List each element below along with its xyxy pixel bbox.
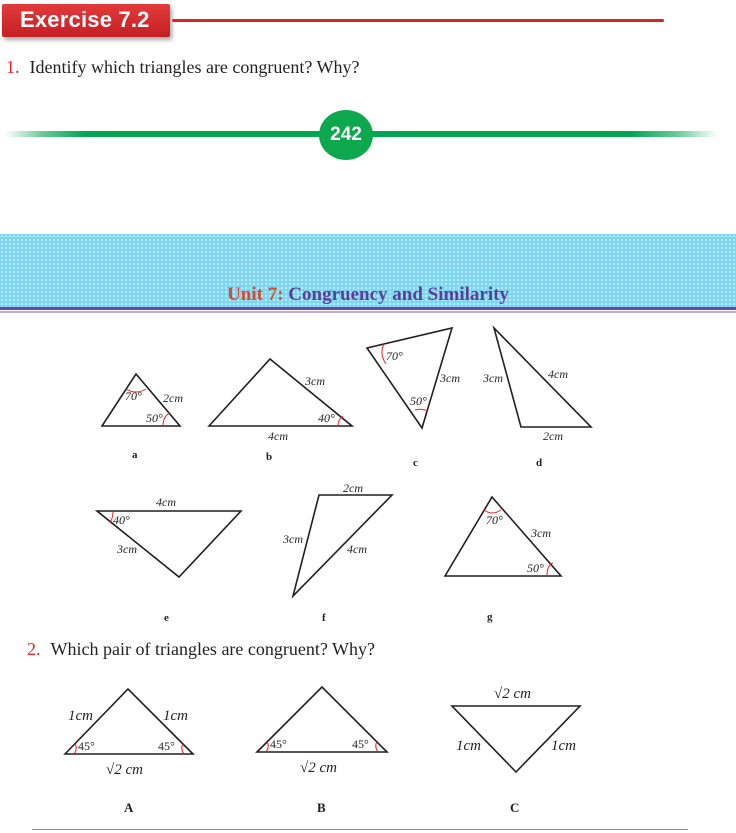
label: 3cm [305,374,325,388]
label: 4cm [268,429,288,443]
label: 1cm [163,708,188,724]
figure-caption: a [132,449,138,461]
question-text: Identify which triangles are congruent? Why? [29,57,360,77]
question-text: Which pair of triangles are congruent? Why? [50,639,376,659]
label: 70° [125,389,142,403]
label: √2 cm [300,760,337,776]
figure-caption: B [317,800,326,815]
question-number: 1. [6,57,20,77]
unit-title: Congruency and Similarity [288,284,509,305]
label: 3cm [283,532,303,546]
label: 3cm [117,542,137,556]
angle-arc [415,409,428,411]
figure-caption: d [536,457,543,469]
question-number: 2. [27,639,41,659]
unit-label: Unit 7: [227,284,284,305]
label: 2cm [543,429,563,443]
label: 2cm [163,391,183,405]
label: 1cm [551,738,576,754]
figure-caption: e [164,612,169,624]
label: 40° [318,411,335,425]
label: 3cm [440,371,460,385]
label: 45° [270,737,287,751]
label: 45° [158,739,175,753]
exercise-title: Exercise 7.2 [20,7,150,32]
triangle-f [293,495,392,596]
label: 70° [486,513,503,527]
label: 1cm [68,708,93,724]
label: 3cm [531,526,551,540]
label: 1cm [456,738,481,754]
label: 50° [527,561,544,575]
figure-caption: b [266,451,273,463]
label: 2cm [343,481,363,495]
figure-caption: c [413,457,418,469]
figure-caption: g [487,611,493,623]
page-number-badge: 242 [319,110,373,160]
bottom-rule [32,829,688,830]
label: √2 cm [106,762,143,778]
label: 50° [146,411,163,425]
label: 4cm [156,495,176,509]
label: 40° [113,513,130,527]
label: 50° [410,394,427,408]
question-2 [27,639,375,660]
label: 70° [386,349,403,363]
triangle-d [494,328,591,427]
label: 45° [352,737,369,751]
figure-caption: A [124,800,134,815]
figure-caption: f [322,612,326,624]
label: 4cm [548,367,568,381]
label: 4cm [347,542,367,556]
label: √2 cm [494,686,531,702]
angle-arc [163,413,170,426]
label: 3cm [483,371,503,385]
figure-caption: C [510,800,520,815]
label: 45° [78,739,95,753]
